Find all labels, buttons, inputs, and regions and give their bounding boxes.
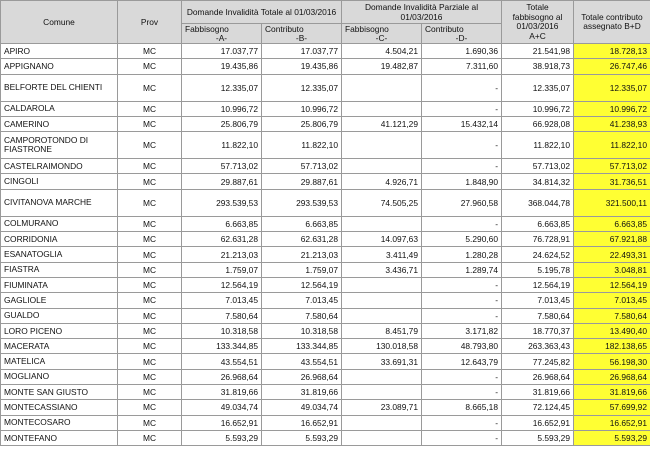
- cell-comune: ESANATOGLIA: [1, 247, 118, 262]
- cell-contributo-d: -: [422, 216, 502, 231]
- fabbisogno-c-label: Fabbisogno: [345, 23, 389, 34]
- cell-fabbisogno-c: [342, 293, 422, 308]
- cell-totale-contributo: 67.921,88: [574, 232, 650, 247]
- cell-comune: FIASTRA: [1, 262, 118, 277]
- cell-contributo-d: -: [422, 308, 502, 323]
- cell-totale-fabbisogno: 21.541,98: [502, 44, 574, 59]
- totale-fabbisogno-label: Totale fabbisogno al 01/03/2016: [512, 2, 563, 31]
- cell-fabbisogno-c: 4.504,21: [342, 44, 422, 59]
- totale-contributo-label: Totale contributo assegnato: [581, 11, 643, 31]
- cell-contributo-b: 10.318,58: [262, 323, 342, 338]
- cell-fabbisogno-a: 49.034,74: [182, 400, 262, 415]
- cell-contributo-b: 17.037,77: [262, 44, 342, 59]
- cell-fabbisogno-c: 130.018,58: [342, 339, 422, 354]
- cell-totale-fabbisogno: 12.335,07: [502, 74, 574, 101]
- cell-totale-contributo: 6.663,85: [574, 216, 650, 231]
- cell-comune: MATELICA: [1, 354, 118, 369]
- cell-fabbisogno-a: 43.554,51: [182, 354, 262, 369]
- cell-totale-contributo: 12.335,07: [574, 74, 650, 101]
- cell-comune: CALDAROLA: [1, 101, 118, 116]
- cell-totale-fabbisogno: 7.580,64: [502, 308, 574, 323]
- cell-fabbisogno-c: 3.411,49: [342, 247, 422, 262]
- cell-prov: MC: [118, 74, 182, 101]
- table-row: [1, 354, 650, 369]
- cell-fabbisogno-a: 16.652,91: [182, 415, 262, 430]
- cell-contributo-b: 25.806,79: [262, 116, 342, 131]
- table-header: [1, 1, 650, 44]
- cell-fabbisogno-c: [342, 101, 422, 116]
- header-comune: Comune: [1, 1, 118, 44]
- cell-totale-fabbisogno: 34.814,32: [502, 174, 574, 189]
- cell-fabbisogno-c: 3.436,71: [342, 262, 422, 277]
- cell-prov: MC: [118, 277, 182, 292]
- table-row: [1, 59, 650, 74]
- table-row: [1, 232, 650, 247]
- cell-totale-contributo: 41.238,93: [574, 116, 650, 131]
- cell-fabbisogno-c: [342, 308, 422, 323]
- cell-prov: MC: [118, 354, 182, 369]
- cell-totale-contributo: 7.013,45: [574, 293, 650, 308]
- cell-totale-contributo: 10.996,72: [574, 101, 650, 116]
- header-totale-contributo: [574, 1, 650, 44]
- table-row: [1, 277, 650, 292]
- cell-fabbisogno-a: 6.663,85: [182, 216, 262, 231]
- header-fabbisogno-c: [342, 24, 422, 44]
- cell-totale-fabbisogno: 10.996,72: [502, 101, 574, 116]
- cell-totale-contributo: 56.198,30: [574, 354, 650, 369]
- cell-totale-contributo: 31.736,51: [574, 174, 650, 189]
- cell-comune: CIVITANOVA MARCHE: [1, 189, 118, 216]
- letter-a: -A-: [215, 32, 228, 43]
- table-row: [1, 74, 650, 101]
- table-row: [1, 132, 650, 159]
- cell-fabbisogno-c: 4.926,71: [342, 174, 422, 189]
- cell-prov: MC: [118, 132, 182, 159]
- header-totale-fabbisogno: [502, 1, 574, 44]
- cell-totale-contributo: 57.699,92: [574, 400, 650, 415]
- cell-totale-contributo: 31.819,66: [574, 385, 650, 400]
- cell-totale-contributo: 182.138,65: [574, 339, 650, 354]
- cell-totale-contributo: 57.713,02: [574, 159, 650, 174]
- cell-totale-contributo: 5.593,29: [574, 430, 650, 445]
- cell-fabbisogno-c: 19.482,87: [342, 59, 422, 74]
- cell-contributo-d: 1.280,28: [422, 247, 502, 262]
- table-row: [1, 415, 650, 430]
- cell-fabbisogno-a: 26.968,64: [182, 369, 262, 384]
- totale-fabbisogno-formula: A+C: [529, 30, 546, 41]
- cell-totale-fabbisogno: 263.363,43: [502, 339, 574, 354]
- cell-totale-fabbisogno: 57.713,02: [502, 159, 574, 174]
- cell-contributo-d: 1.690,36: [422, 44, 502, 59]
- cell-comune: GUALDO: [1, 308, 118, 323]
- letter-c: -C-: [375, 32, 388, 43]
- cell-contributo-b: 1.759,07: [262, 262, 342, 277]
- cell-prov: MC: [118, 174, 182, 189]
- cell-contributo-d: -: [422, 415, 502, 430]
- cell-totale-fabbisogno: 7.013,45: [502, 293, 574, 308]
- cell-totale-fabbisogno: 76.728,91: [502, 232, 574, 247]
- cell-fabbisogno-a: 5.593,29: [182, 430, 262, 445]
- header-fabbisogno-a: [182, 24, 262, 44]
- cell-fabbisogno-a: 25.806,79: [182, 116, 262, 131]
- table-row: [1, 293, 650, 308]
- table-row: [1, 247, 650, 262]
- table-row: [1, 159, 650, 174]
- cell-fabbisogno-a: 7.580,64: [182, 308, 262, 323]
- cell-comune: MONTEFANO: [1, 430, 118, 445]
- cell-comune: LORO PICENO: [1, 323, 118, 338]
- cell-prov: MC: [118, 308, 182, 323]
- cell-fabbisogno-a: 29.887,61: [182, 174, 262, 189]
- cell-contributo-d: 27.960,58: [422, 189, 502, 216]
- cell-contributo-d: -: [422, 101, 502, 116]
- cell-fabbisogno-c: [342, 430, 422, 445]
- cell-contributo-b: 29.887,61: [262, 174, 342, 189]
- cell-contributo-b: 49.034,74: [262, 400, 342, 415]
- cell-totale-contributo: 11.822,10: [574, 132, 650, 159]
- cell-fabbisogno-a: 31.819,66: [182, 385, 262, 400]
- cell-comune: CASTELRAIMONDO: [1, 159, 118, 174]
- cell-comune: CAMPOROTONDO DI FIASTRONE: [1, 132, 118, 159]
- cell-totale-fabbisogno: 368.044,78: [502, 189, 574, 216]
- cell-fabbisogno-c: 74.505,25: [342, 189, 422, 216]
- cell-totale-fabbisogno: 5.195,78: [502, 262, 574, 277]
- cell-fabbisogno-a: 1.759,07: [182, 262, 262, 277]
- cell-prov: MC: [118, 323, 182, 338]
- cell-contributo-d: -: [422, 74, 502, 101]
- cell-comune: GAGLIOLE: [1, 293, 118, 308]
- cell-fabbisogno-c: [342, 216, 422, 231]
- cell-totale-fabbisogno: 31.819,66: [502, 385, 574, 400]
- cell-contributo-b: 5.593,29: [262, 430, 342, 445]
- cell-fabbisogno-c: [342, 159, 422, 174]
- contributo-b-label: Contributo: [265, 23, 304, 34]
- contributo-d-label: Contributo: [425, 23, 464, 34]
- table-row: [1, 430, 650, 445]
- cell-fabbisogno-a: 21.213,03: [182, 247, 262, 262]
- cell-contributo-d: 1.289,74: [422, 262, 502, 277]
- header-group-totale: Domande Invalidità Totale al 01/03/2016: [182, 1, 342, 24]
- cell-comune: APIRO: [1, 44, 118, 59]
- cell-totale-fabbisogno: 12.564,19: [502, 277, 574, 292]
- totale-contributo-formula: B+D: [624, 21, 641, 31]
- cell-fabbisogno-c: 14.097,63: [342, 232, 422, 247]
- cell-contributo-b: 133.344,85: [262, 339, 342, 354]
- cell-fabbisogno-a: 10.996,72: [182, 101, 262, 116]
- cell-prov: MC: [118, 262, 182, 277]
- cell-totale-fabbisogno: 6.663,85: [502, 216, 574, 231]
- cell-fabbisogno-a: 57.713,02: [182, 159, 262, 174]
- cell-fabbisogno-c: 23.089,71: [342, 400, 422, 415]
- cell-contributo-d: 3.171,82: [422, 323, 502, 338]
- cell-totale-contributo: 26.747,46: [574, 59, 650, 74]
- cell-fabbisogno-c: [342, 74, 422, 101]
- cell-contributo-d: -: [422, 369, 502, 384]
- cell-totale-fabbisogno: 18.770,37: [502, 323, 574, 338]
- cell-contributo-b: 7.580,64: [262, 308, 342, 323]
- cell-totale-fabbisogno: 77.245,82: [502, 354, 574, 369]
- cell-contributo-d: 8.665,18: [422, 400, 502, 415]
- cell-prov: MC: [118, 116, 182, 131]
- cell-contributo-d: -: [422, 293, 502, 308]
- header-contributo-d: [422, 24, 502, 44]
- table-row: [1, 101, 650, 116]
- cell-contributo-d: -: [422, 277, 502, 292]
- cell-prov: MC: [118, 293, 182, 308]
- table-row: [1, 116, 650, 131]
- cell-prov: MC: [118, 101, 182, 116]
- header-prov: Prov: [118, 1, 182, 44]
- cell-totale-fabbisogno: 11.822,10: [502, 132, 574, 159]
- cell-contributo-d: 48.793,80: [422, 339, 502, 354]
- cell-fabbisogno-c: [342, 385, 422, 400]
- header-group-parziale: Domande Invalidità Parziale al 01/03/2016: [342, 1, 502, 24]
- cell-comune: FIUMINATA: [1, 277, 118, 292]
- cell-comune: MONTE SAN GIUSTO: [1, 385, 118, 400]
- table-row: [1, 174, 650, 189]
- cell-contributo-d: -: [422, 430, 502, 445]
- letter-d: -D-: [455, 32, 468, 43]
- cell-contributo-b: 12.335,07: [262, 74, 342, 101]
- cell-prov: MC: [118, 385, 182, 400]
- cell-totale-contributo: 16.652,91: [574, 415, 650, 430]
- cell-contributo-b: 7.013,45: [262, 293, 342, 308]
- cell-comune: BELFORTE DEL CHIENTI: [1, 74, 118, 101]
- cell-comune: CINGOLI: [1, 174, 118, 189]
- table-row: [1, 385, 650, 400]
- cell-prov: MC: [118, 430, 182, 445]
- cell-totale-contributo: 321.500,11: [574, 189, 650, 216]
- cell-totale-contributo: 3.048,81: [574, 262, 650, 277]
- cell-fabbisogno-a: 7.013,45: [182, 293, 262, 308]
- cell-prov: MC: [118, 369, 182, 384]
- table-row: [1, 262, 650, 277]
- table-row: [1, 323, 650, 338]
- cell-fabbisogno-a: 12.335,07: [182, 74, 262, 101]
- cell-fabbisogno-a: 11.822,10: [182, 132, 262, 159]
- cell-contributo-b: 6.663,85: [262, 216, 342, 231]
- cell-comune: APPIGNANO: [1, 59, 118, 74]
- cell-fabbisogno-c: 8.451,79: [342, 323, 422, 338]
- cell-fabbisogno-a: 133.344,85: [182, 339, 262, 354]
- letter-b: -B-: [295, 32, 308, 43]
- cell-contributo-d: 1.848,90: [422, 174, 502, 189]
- cell-fabbisogno-c: [342, 132, 422, 159]
- cell-contributo-b: 19.435,86: [262, 59, 342, 74]
- cell-comune: COLMURANO: [1, 216, 118, 231]
- cell-totale-contributo: 22.493,31: [574, 247, 650, 262]
- cell-prov: MC: [118, 159, 182, 174]
- cell-totale-fabbisogno: 26.968,64: [502, 369, 574, 384]
- cell-comune: CORRIDONIA: [1, 232, 118, 247]
- cell-fabbisogno-c: [342, 415, 422, 430]
- cell-contributo-d: 5.290,60: [422, 232, 502, 247]
- cell-comune: MACERATA: [1, 339, 118, 354]
- cell-prov: MC: [118, 232, 182, 247]
- cell-fabbisogno-a: 62.631,28: [182, 232, 262, 247]
- cell-comune: CAMERINO: [1, 116, 118, 131]
- cell-fabbisogno-a: 10.318,58: [182, 323, 262, 338]
- header-contributo-b: [262, 24, 342, 44]
- table-row: [1, 44, 650, 59]
- cell-prov: MC: [118, 400, 182, 415]
- table-row: [1, 308, 650, 323]
- cell-prov: MC: [118, 44, 182, 59]
- cell-totale-contributo: 13.490,40: [574, 323, 650, 338]
- cell-totale-fabbisogno: 24.624,52: [502, 247, 574, 262]
- cell-contributo-d: -: [422, 385, 502, 400]
- cell-fabbisogno-c: 33.691,31: [342, 354, 422, 369]
- cell-contributo-b: 31.819,66: [262, 385, 342, 400]
- cell-fabbisogno-a: 19.435,86: [182, 59, 262, 74]
- cell-contributo-b: 43.554,51: [262, 354, 342, 369]
- cell-totale-fabbisogno: 16.652,91: [502, 415, 574, 430]
- cell-totale-fabbisogno: 66.928,08: [502, 116, 574, 131]
- table-row: [1, 216, 650, 231]
- cell-contributo-b: 293.539,53: [262, 189, 342, 216]
- cell-fabbisogno-a: 12.564,19: [182, 277, 262, 292]
- cell-contributo-b: 10.996,72: [262, 101, 342, 116]
- cell-totale-contributo: 7.580,64: [574, 308, 650, 323]
- cell-contributo-b: 11.822,10: [262, 132, 342, 159]
- cell-contributo-b: 62.631,28: [262, 232, 342, 247]
- cell-fabbisogno-c: [342, 277, 422, 292]
- cell-contributo-d: 15.432,14: [422, 116, 502, 131]
- cell-comune: MONTECASSIANO: [1, 400, 118, 415]
- cell-contributo-b: 26.968,64: [262, 369, 342, 384]
- cell-totale-contributo: 18.728,13: [574, 44, 650, 59]
- cell-prov: MC: [118, 189, 182, 216]
- cell-contributo-d: -: [422, 132, 502, 159]
- cell-fabbisogno-c: [342, 369, 422, 384]
- table-body: [1, 44, 650, 446]
- table-row: [1, 189, 650, 216]
- fabbisogno-a-label: Fabbisogno: [185, 23, 229, 34]
- cell-totale-fabbisogno: 5.593,29: [502, 430, 574, 445]
- cell-totale-fabbisogno: 72.124,45: [502, 400, 574, 415]
- table-row: [1, 339, 650, 354]
- cell-totale-fabbisogno: 38.918,73: [502, 59, 574, 74]
- cell-contributo-b: 12.564,19: [262, 277, 342, 292]
- cell-contributo-d: 12.643,79: [422, 354, 502, 369]
- cell-comune: MONTECOSARO: [1, 415, 118, 430]
- cell-fabbisogno-c: 41.121,29: [342, 116, 422, 131]
- cell-comune: MOGLIANO: [1, 369, 118, 384]
- cell-contributo-d: 7.311,60: [422, 59, 502, 74]
- cell-contributo-b: 21.213,03: [262, 247, 342, 262]
- cell-prov: MC: [118, 59, 182, 74]
- cell-fabbisogno-a: 293.539,53: [182, 189, 262, 216]
- cell-contributo-d: -: [422, 159, 502, 174]
- cell-contributo-b: 16.652,91: [262, 415, 342, 430]
- cell-totale-contributo: 12.564,19: [574, 277, 650, 292]
- cell-prov: MC: [118, 247, 182, 262]
- table-row: [1, 400, 650, 415]
- cell-fabbisogno-a: 17.037,77: [182, 44, 262, 59]
- cell-prov: MC: [118, 216, 182, 231]
- table-row: [1, 369, 650, 384]
- cell-prov: MC: [118, 339, 182, 354]
- cell-contributo-b: 57.713,02: [262, 159, 342, 174]
- cell-totale-contributo: 26.968,64: [574, 369, 650, 384]
- cell-prov: MC: [118, 415, 182, 430]
